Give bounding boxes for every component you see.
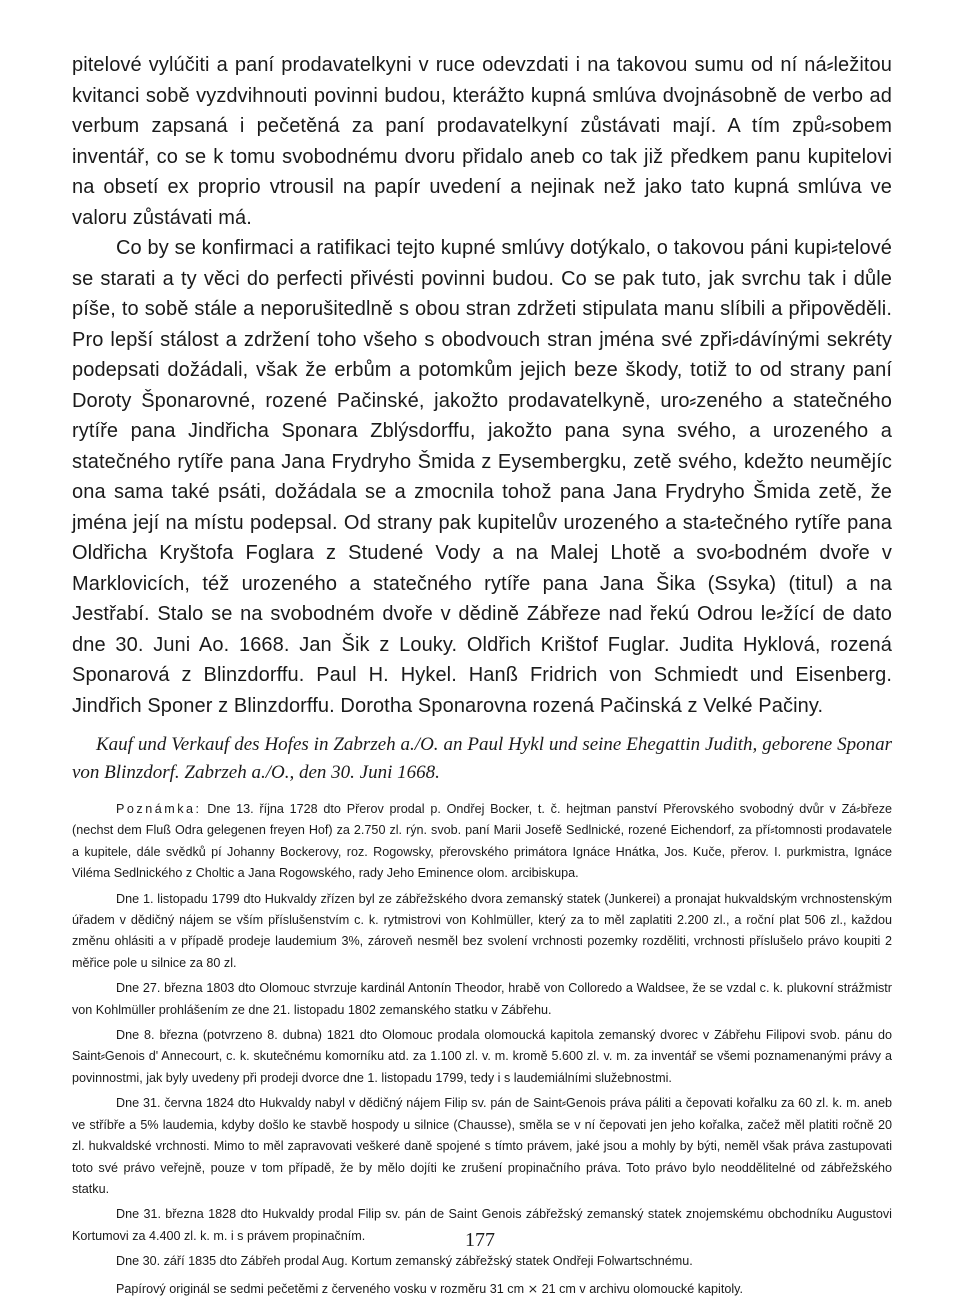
note-paragraph-1 (72, 799, 892, 885)
page-number: 177 (465, 1229, 495, 1251)
note-paragraph-5: Dne 31. června 1824 dto Hukvaldy nabyl v dědičný nájem Filip sv. pán de Saint⸗Genois práva páliti a čepovati kořalku za 60 zl. k. m. aneb ve stříbře a 5% laudemia, kdyby došlo ke stavbě hospody u silnice (Chausse), směla se v ní čepovati jen jeho kořalka, začež měl platiti ročně 20 zl. hukvaldské vrchnosti. Mimo to měl zapravovati veškeré daně spojené s tímto právem, jaké jsou a mohly by býti, neměl však práva zastupovati toto své právo veřejně, pouze v tom případě, že by mělo dojíti ke zrušení propinačního práva. Toto právo bylo neoddělitelné od zábřežského statku. (72, 1096, 892, 1196)
note-label: Poznámka: (116, 802, 202, 816)
note-paragraph-3: Dne 27. března 1803 dto Olomouc stvrzuje kardinál Antonín Theodor, hrabě von Colloredo a Waldsee, že se vzdal c. k. plukovní strážmistr von Kohlmüller prohlášením ze dne 21. listopadu 1802 zemanského statku v Zábřehu. (72, 981, 892, 1017)
note-paragraph-4: Dne 8. března (potvrzeno 8. dubna) 1821 dto Olomouc prodala olomoucká kapitola zemanský dvorec v Zábřehu Filipovi svob. pánu do Saint⸗Genois d' Annecourt, c. k. skutečnému komorníku atd. za 1.100 zl. v. m. kromě 5.600 zl. v. m. za inventář se všemi poznamenanými právy a povinnostmi, jak byly uvedeny při prodeji dvorce dne 1. listopadu 1799, tedy i s laudemiálními služebnostmi. (72, 1028, 892, 1085)
main-paragraph-1: pitelové vylúčiti a paní prodavatelkyni v ruce odevzdati i na takovou sumu od ní ná⸗ležitou kvitanci sobě vyzdvihnouti povinni budou, kterážto kupná smlúva dvojnásobně de verbo ad verbum zapsaná i pečetěná za paní prodavatelkyní zůstávati mají. A tím způ⸗sobem inventář, co se k tomu svobodnému dvoru přidalo aneb co tak již předkem panu kupitelovi na obsetí ex proprio vtrousil na papír uvedení a nejinak než jako tato kupná smlúva ve valoru zůstávati má. (72, 54, 892, 229)
notes-section (72, 799, 892, 1300)
main-text (72, 50, 892, 721)
note-text: Dne 13. října 1728 dto Přerov prodal p. Ondřej Bocker, t. č. hejtman panství Přerovského svobodný dvůr v Zá⸗březe (nechst dem Fluß Odra gelegenen freyen Hof) za 2.750 zl. rýn. svob. paní Marii Josefě Sedlnické, rozené Eichendorf, za pří⸗tomnosti prodavatele a kupitele, dále svědků pí Johanny Bockerovy, roz. Rogowsky, přerovského primátora Ignáce Hnátka, Jos. Kuče, přerov. I. purkmistra, Ignáce Viléma Sedlnického z Choltic a Jana Rogowského, rady Jeho Eminence olom. arcibiskupa. (72, 802, 892, 881)
document-page (72, 50, 892, 1304)
document-heading: Kauf und Verkauf des Hofes in Zabrzeh a./O. an Paul Hykl und seine Ehegattin Judith, geborene Sponar von Blinzdorf. Zabrzeh a./O., den 30. Juni 1668. (72, 734, 892, 783)
note-closing: Papírový originál se sedmi pečetěmi z červeného vosku v rozměru 31 cm ⨯ 21 cm v archivu olomoucké kapitoly. (116, 1281, 743, 1296)
note-paragraph-2: Dne 1. listopadu 1799 dto Hukvaldy zřízen byl ze zábřežského dvora zemanský statek (Junkerei) a pronajat hukvaldským vrchnostenským úřadem v dědičný nájem se vším příslušenstvím c. k. rytmistrovi von Kohlmüller, který za to měl zaplatiti 2.200 zl., a roční plat 506 zl., každou změnu ohlásiti a v případě prodeje laudemium 3%, zároveň nesměl bez svolení vrchnosti pozemky rozděliti, vrchnosti příslušelo právo koupiti 2 měřice pole u silnice za 80 zl. (72, 891, 892, 970)
note-paragraph-7: Dne 30. září 1835 dto Zábřeh prodal Aug. Kortum zemanský zábřežský statek Ondřeji Folwartschnému. (116, 1254, 693, 1269)
main-paragraph-2: Co by se konfirmaci a ratifikaci tejto kupné smlúvy dotýkalo, o takovou páni kupi⸗telové se starati a ty věci do perfecti přivésti povinni budou. Co se pak tuto, jak svrchu tak i důle píše, to sobě stále a neporušitedlně s obou stran zdržeti stipulata manu slíbili a připověděli. Pro lepší stálost a zdržení toho všeho s obodvouch stran jména své zpři⸗dávínými sekréty podepsati dožádali, však že erbům a potomkům jejich beze škody, totiž to od strany paní Doroty Šponarovné, rozené Pačinské, jakožto prodavatelkyně, uro⸗zeného a statečného rytíře pana Jindřicha Sponara Zblýsdorffu, jakožto pana syna svého, a urozeného a statečného rytíře pana Jana Frydryho Šmida z Eysembergku, zetě svého, kdežto neumějíc ona sama také psáti, dožádala se a zmocnila tohož pana Jana Frydryho Šmida zetě, že jména její na místu podepsal. Od strany pak kupitelův urozeného a sta⸗tečného rytíře pana Oldřicha Kryštofa Foglara z Studené Vody a na Malej Lhotě a svo⸗bodném dvoře v Marklovicích, též urozeného a statečného rytíře pana Jana Šika (Ssyka) (titul) a na Jestřabí. Stalo se na svobodném dvoře v dědině Zábřeze nad řekú Odrou le⸗žící de dato dne 30. Juni Ao. 1668. Jan Šik z Louky. Oldřich Krištof Fuglar. Judita Hyklová, rozená Sponarová z Blinzdorffu. Paul H. Hykel. Hanß Fridrich von Schmiedt und Eisenberg. Jindřich Sponer z Blinzdorffu. Dorotha Sponarovna rozená Pačinská z Velké Pačiny. (72, 237, 892, 717)
note-paragraph-6: Dne 31. března 1828 dto Hukvaldy prodal Filip sv. pán de Saint Genois zábřežský zemanský statek znojemskému obchodníku Augustovi Kortumovi za 4.400 zl. k. m. i s právem propinačním. (72, 1207, 892, 1243)
